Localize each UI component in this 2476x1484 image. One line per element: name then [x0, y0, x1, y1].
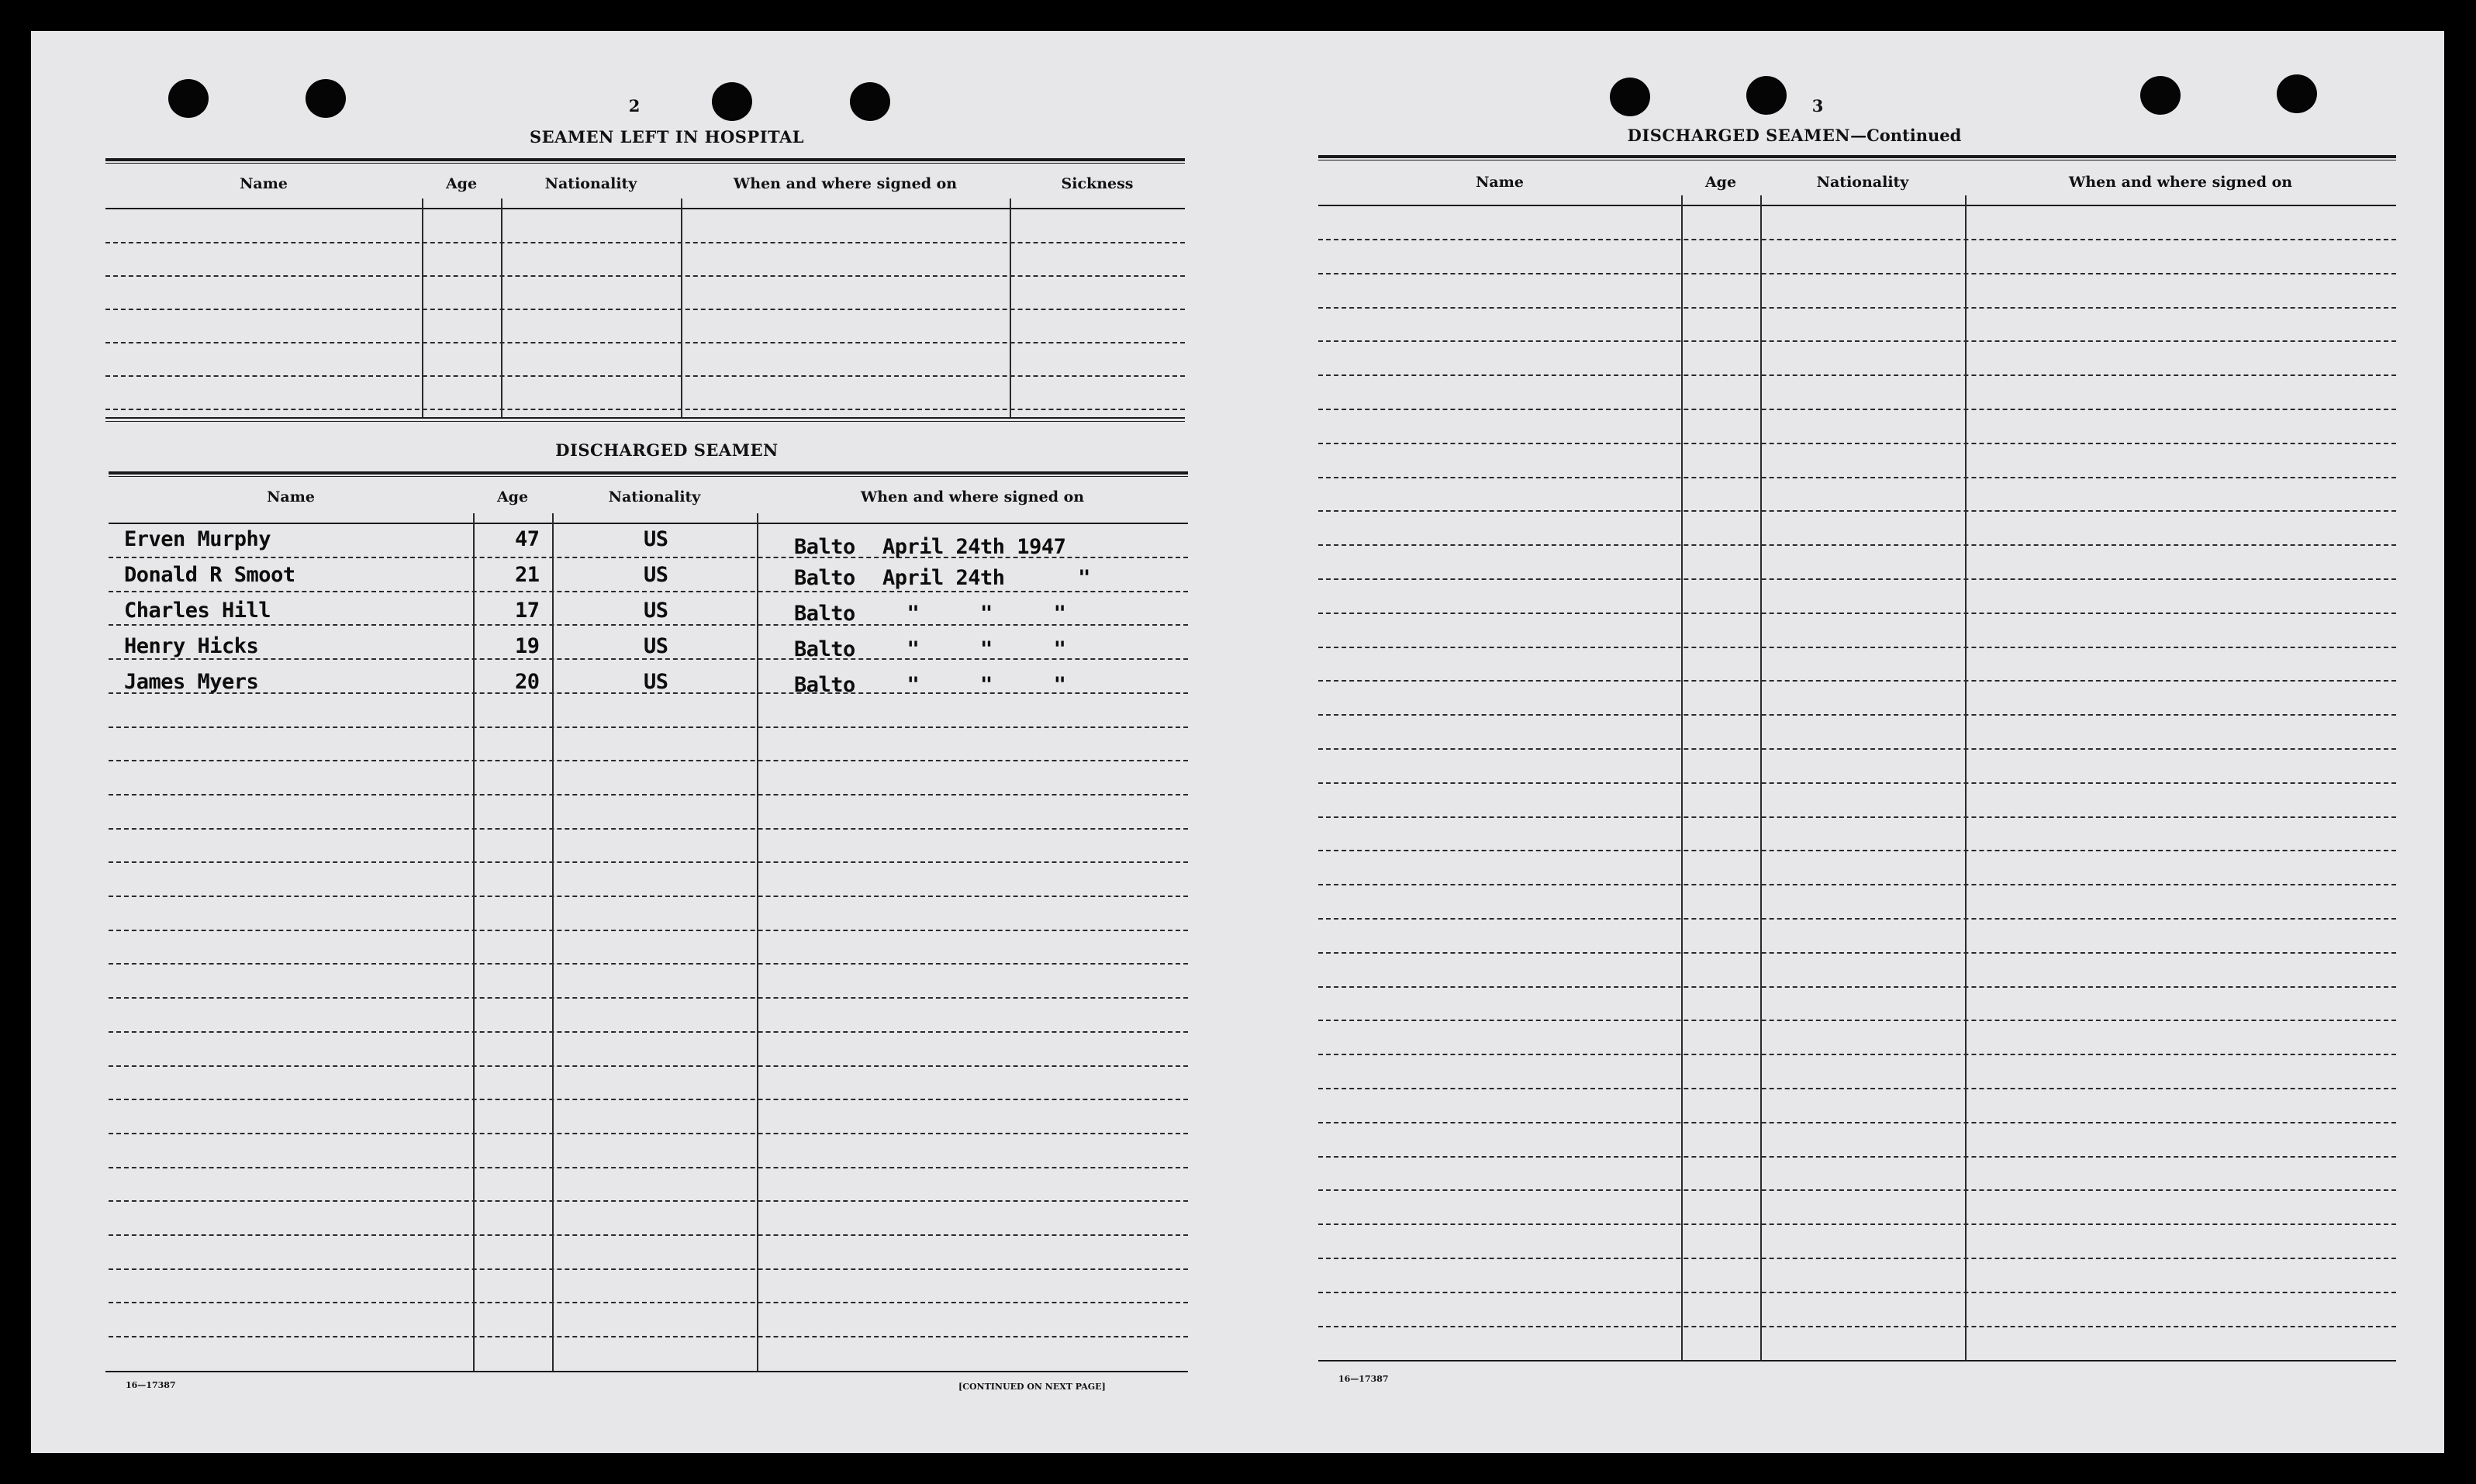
right-ruled-line	[1318, 340, 2396, 342]
discharged-ruled-line	[109, 760, 1188, 761]
discharged-ruled-line	[109, 726, 1188, 728]
seaman-signed-place: Balto	[794, 535, 855, 559]
discharged-ruled-line	[109, 963, 1188, 965]
discharged-ruled-line	[109, 794, 1188, 795]
right-ruled-line	[1318, 578, 2396, 580]
discharged-ruled-line	[109, 1268, 1188, 1270]
continued-note: [CONTINUED ON NEXT PAGE]	[958, 1382, 1106, 1392]
punch-hole	[2277, 74, 2317, 113]
discharged-top-rule-thin	[109, 476, 1188, 477]
right-ruled-line	[1318, 409, 2396, 410]
seaman-signed-place: Balto	[794, 673, 855, 697]
discharged-ruled-line	[109, 1133, 1188, 1134]
discharged-ruled-line	[109, 896, 1188, 897]
discharged-column-divider	[473, 513, 475, 1371]
right-ruled-line	[1318, 443, 2396, 444]
hospital-bottom-rule-2	[105, 421, 1185, 422]
right-ruled-line	[1318, 1223, 2396, 1225]
right-column-divider	[1760, 195, 1762, 1360]
right-ruled-line	[1318, 1156, 2396, 1158]
discharged-top-rule	[109, 471, 1188, 475]
punch-hole	[168, 79, 209, 118]
seaman-age: 19	[515, 634, 540, 658]
right-ruled-line	[1318, 1054, 2396, 1055]
seaman-age: 20	[515, 670, 540, 694]
discharged-ruled-line	[109, 1167, 1188, 1168]
right-ruled-line	[1318, 510, 2396, 512]
hospital-header-rule	[105, 208, 1185, 209]
discharged-header-rule	[109, 523, 1188, 524]
form-number-right: 16—17387	[1338, 1374, 1389, 1384]
right-ruled-line	[1318, 1020, 2396, 1021]
discharged-bottom-rule	[105, 1371, 1188, 1372]
hospital-col-age: Age	[445, 175, 478, 192]
right-ruled-line	[1318, 816, 2396, 818]
discharged-col-nationality: Nationality	[608, 488, 701, 506]
right-bottom-rule	[1318, 1360, 2396, 1361]
document-sheet	[31, 31, 2444, 1453]
hospital-ruled-line	[105, 409, 1185, 410]
right-ruled-line	[1318, 952, 2396, 954]
right-ruled-line	[1318, 1189, 2396, 1191]
continued-title-suffix: —Continued	[1850, 126, 1962, 145]
hospital-section-title: SEAMEN LEFT IN HOSPITAL	[529, 127, 805, 147]
seaman-signed-place: Balto	[794, 637, 855, 661]
right-ruled-line	[1318, 850, 2396, 851]
seaman-signed-date: " " "	[882, 602, 1066, 626]
hospital-ruled-line	[105, 342, 1185, 343]
punch-hole	[1610, 78, 1650, 116]
seaman-signed-place: Balto	[794, 566, 855, 590]
right-ruled-line	[1318, 1326, 2396, 1327]
discharged-ruled-line	[109, 1302, 1188, 1303]
right-ruled-line	[1318, 680, 2396, 682]
seaman-nationality: US	[644, 634, 668, 658]
right-ruled-line	[1318, 544, 2396, 546]
seaman-name: Donald R Smoot	[124, 563, 295, 587]
right-ruled-line	[1318, 1258, 2396, 1259]
page-number-right: 3	[1811, 96, 1824, 116]
hospital-col-sickness: Sickness	[1061, 175, 1134, 192]
hospital-top-rule	[105, 158, 1185, 161]
form-number-left: 16—17387	[126, 1380, 176, 1390]
hospital-bottom-rule	[105, 417, 1185, 419]
hospital-ruled-line	[105, 309, 1185, 310]
discharged-column-divider	[757, 513, 758, 1371]
right-top-rule	[1318, 155, 2396, 158]
right-ruled-line	[1318, 986, 2396, 988]
discharged-section-title: DISCHARGED SEAMEN	[555, 440, 779, 460]
discharged-ruled-line	[109, 1065, 1188, 1067]
discharged-col-age: Age	[496, 488, 529, 506]
seaman-signed-date: April 24th 1947	[882, 535, 1066, 559]
discharged-ruled-line	[109, 1336, 1188, 1337]
discharged-ruled-line	[109, 930, 1188, 931]
continued-title-main: DISCHARGED SEAMEN	[1627, 126, 1851, 145]
seaman-nationality: US	[644, 563, 668, 587]
right-ruled-line	[1318, 1292, 2396, 1293]
seaman-nationality: US	[644, 670, 668, 694]
page-number-left: 2	[628, 96, 641, 116]
right-col-age: Age	[1704, 174, 1737, 191]
right-ruled-line	[1318, 782, 2396, 784]
seaman-signed-date: " " "	[882, 673, 1066, 697]
seaman-name: Erven Murphy	[124, 527, 271, 551]
seaman-age: 21	[515, 563, 540, 587]
seaman-signed-date: April 24th "	[882, 566, 1090, 590]
hospital-ruled-line	[105, 275, 1185, 277]
right-ruled-line	[1318, 1122, 2396, 1123]
discharged-ruled-line	[109, 1200, 1188, 1202]
discharged-ruled-line	[109, 1031, 1188, 1033]
right-ruled-line	[1318, 748, 2396, 750]
right-ruled-line	[1318, 714, 2396, 716]
right-ruled-line	[1318, 374, 2396, 376]
seaman-signed-date: " " "	[882, 637, 1066, 661]
right-column-divider	[1965, 195, 1967, 1360]
discharged-ruled-line	[109, 1234, 1188, 1236]
seaman-signed-place: Balto	[794, 602, 855, 626]
hospital-top-rule-thin	[105, 163, 1185, 164]
right-ruled-line	[1318, 239, 2396, 240]
right-ruled-line	[1318, 307, 2396, 309]
right-col-nationality: Nationality	[1816, 174, 1909, 191]
seaman-name: Charles Hill	[124, 599, 271, 623]
seaman-name: James Myers	[124, 670, 259, 694]
hospital-column-divider	[501, 198, 502, 417]
seaman-nationality: US	[644, 527, 668, 551]
seaman-name: Henry Hicks	[124, 634, 259, 658]
right-ruled-line	[1318, 884, 2396, 885]
continued-section-title	[1562, 126, 2027, 145]
seaman-age: 47	[515, 527, 540, 551]
right-col-name: Name	[1476, 174, 1524, 191]
right-ruled-line	[1318, 613, 2396, 614]
discharged-ruled-line	[109, 828, 1188, 830]
right-ruled-line	[1318, 477, 2396, 478]
punch-hole	[2140, 76, 2181, 115]
discharged-ruled-line	[109, 1099, 1188, 1100]
punch-hole	[850, 82, 890, 121]
punch-hole	[1746, 76, 1787, 115]
right-ruled-line	[1318, 647, 2396, 648]
right-ruled-line	[1318, 918, 2396, 920]
seaman-nationality: US	[644, 599, 668, 623]
hospital-column-divider	[1010, 198, 1011, 417]
hospital-col-nationality: Nationality	[544, 175, 637, 192]
discharged-col-signed-on: When and where signed on	[860, 488, 1085, 506]
hospital-ruled-line	[105, 242, 1185, 243]
hospital-col-signed-on: When and where signed on	[733, 175, 958, 192]
hospital-col-name: Name	[240, 175, 288, 192]
punch-hole	[306, 79, 346, 118]
discharged-col-name: Name	[267, 488, 315, 506]
hospital-ruled-line	[105, 375, 1185, 377]
right-col-signed-on: When and where signed on	[2068, 174, 2293, 191]
discharged-ruled-line	[109, 861, 1188, 863]
hospital-column-divider	[681, 198, 682, 417]
right-column-divider	[1681, 195, 1683, 1360]
punch-hole	[712, 82, 752, 121]
right-ruled-line	[1318, 1088, 2396, 1089]
seaman-age: 17	[515, 599, 540, 623]
right-header-rule	[1318, 205, 2396, 206]
hospital-column-divider	[422, 198, 423, 417]
right-ruled-line	[1318, 273, 2396, 274]
discharged-ruled-line	[109, 997, 1188, 999]
discharged-column-divider	[552, 513, 554, 1371]
discharged-ruled-line	[109, 591, 1188, 592]
